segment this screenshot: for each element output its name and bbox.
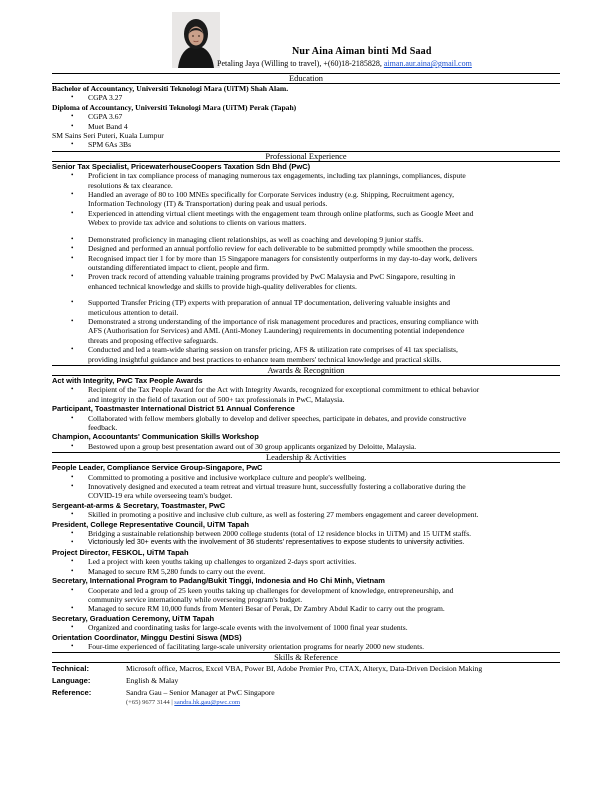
experience-bullet: • Demonstrated a strong understanding of the importance of risk management procedures and practices, ensuring compliance with AFS (Authorisation for Services) and AML (Anti-Money Laundering) requirements in documenting potential independence threats and proposing effective safeguards. — [52, 317, 560, 345]
experience-bullet: • Proficient in tax compliance process of managing numerous tax engagements, including tax plannings, compliances, dispute resolutions & tax clearance. — [52, 171, 560, 190]
experience-bullets-c — [52, 298, 560, 364]
award-bullet: • Collaborated with fellow members globally to develop and deliver speeches, participate in debates, and provide constructive feedback. — [52, 414, 560, 433]
profile-photo-image — [172, 12, 220, 68]
leadership-bullet: • Managed to secure RM 5,280 funds to carry out the event. — [52, 567, 560, 576]
email-link[interactable]: aiman.aur.aina@gmail.com — [383, 59, 472, 68]
leadership-bullet: • Bridging a sustainable relationship between 2000 college students (total of 12 residence blocks in UiTM) and 15 UiTM staffs. — [52, 529, 560, 538]
leadership-bullet: • Organized and coordinating tasks for large-scale events with the involvement of 1000 final year students. — [52, 623, 560, 632]
leadership-bullet: • Innovatively designed and executed a team retreat and virtual treasure hunt, successfully fostering a collaborative during the COVID-19 era while overseeing team's budget. — [52, 482, 560, 501]
experience-section — [52, 162, 560, 364]
reference-row: Reference: Sandra Gau – Senior Manager at PwC Singapore — [52, 688, 275, 698]
leadership-heading-item: Sergeant-at-arms & Secretary, Toastmaster, PwC — [52, 500, 226, 510]
leadership-heading-item: Project Director, FESKOL, UiTM Tapah — [52, 547, 189, 557]
experience-bullet: • Supported Transfer Pricing (TP) experts with preparation of annual TP documentation, delivering valuable insights and meticulous attention to detail. — [52, 298, 560, 317]
leadership-bullet: • Committed to promoting a positive and inclusive workplace culture and people's wellbeing. — [52, 473, 560, 482]
education-item-3: SM Sains Seri Puteri, Kuala Lumpur — [52, 131, 164, 141]
experience-bullet: • Demonstrated proficiency in managing client relationships, as well as coaching and developing 9 junior staffs. — [52, 235, 560, 244]
education-detail: • CGPA 3.27 — [52, 93, 560, 102]
leadership-heading-item: President, College Representative Council, UiTM Tapah — [52, 519, 249, 529]
leadership-heading-item: People Leader, Compliance Service Group-Singapore, PwC — [52, 463, 263, 473]
leadership-bullet: • Cooperate and led a group of 25 keen youths taking up challenges for development of knowledge, entrepreneurship, and community service internationally while overseeing program's budget. — [52, 586, 560, 605]
award-bullet: • Recipient of the Tax People Award for the Act with Integrity Awards, recognized for exceptional commitment to ethical behavior and integrity in the field of taxation out of 500+ tax professionals in PwC, Malaysia. — [52, 385, 560, 404]
leadership-section — [52, 463, 560, 651]
leadership-heading-item: Secretary, Graduation Ceremony, UiTM Tapah — [52, 613, 215, 623]
experience-bullet: • Designed and performed an annual portfolio review for each deliverable to be submitted promptly while smoothen the process. — [52, 244, 560, 253]
award-heading: Participant, Toastmaster International District 51 Annual Conference — [52, 404, 295, 414]
candidate-name: Nur Aina Aiman binti Md Saad — [292, 46, 432, 57]
skills-heading: Skills & Reference — [52, 652, 560, 663]
leadership-heading-item: Secretary, International Program to Padang/Bukit Tinggi, Indonesia and Ho Chi Minh, Vietnam — [52, 576, 385, 586]
experience-bullet: • Conducted and led a team-wide sharing session on transfer pricing, AFS & utilization rate comprises of 41 tax specialists, providing insightful guidance and best practices to enhance team members' technical knowledge and practical skills. — [52, 345, 560, 364]
education-heading: Education — [52, 73, 560, 84]
experience-heading: Professional Experience — [52, 151, 560, 162]
leadership-bullet: • Led a project with keen youths taking up challenges to organized 2-days sport activities. — [52, 557, 560, 566]
experience-role: Senior Tax Specialist, PricewaterhouseCoopers Taxation Sdn Bhd (PwC) — [52, 161, 311, 171]
location-phone: Petaling Jaya (Willing to travel), +(60)18-2185828, — [217, 59, 384, 68]
education-detail: • SPM 6As 3Bs — [52, 140, 560, 149]
skills-section — [52, 663, 560, 707]
experience-bullets-a — [52, 171, 560, 227]
education-detail: • CGPA 3.67 — [52, 112, 560, 121]
leadership-heading: Leadership & Activities — [52, 452, 560, 463]
leadership-bullet: • Victoriously led 30+ events with the involvement of 36 students' representatives to expose students to university activities. — [52, 538, 560, 547]
language-row: Language: English & Malay — [52, 676, 179, 686]
award-heading: Act with Integrity, PwC Tax People Awards — [52, 375, 203, 385]
education-item-1: Bachelor of Accountancy, Universiti Teknologi Mara (UiTM) Shah Alam. — [52, 84, 289, 93]
leadership-bullet: • Skilled in promoting a positive and inclusive club culture, as well as fostering 27 members engagement and career development. — [52, 510, 560, 519]
experience-bullet: • Handled an average of 80 to 100 MNEs specifically for Corporate Services industry (e.g. Shipping, Recruitment agency, Information Technology (IT) & Transportation) during peak and usual periods. — [52, 190, 560, 209]
awards-section — [52, 376, 560, 451]
resume-body — [52, 72, 560, 707]
technical-row: Technical: Microsoft office, Macros, Excel VBA, Power BI, Adobe Premier Pro, CTAX, Alteryx, Data-Driven Decision Making — [52, 664, 483, 674]
education-item-2: Diploma of Accountancy, Universiti Teknologi Mara (UiTM) Perak (Tapah) — [52, 102, 297, 112]
experience-bullet: • Experienced in attending virtual client meetings with the engagement team through online platforms, such as Google Meet and Webex to provide tax advice and solutions to clients on various matters. — [52, 209, 560, 228]
experience-bullet: • Proven track record of attending valuable training programs provided by PwC Malaysia and PwC Singapore, resulting in enhanced technical knowledge and skills to provide high-quality deliverables for clients. — [52, 272, 560, 291]
experience-bullet: • Recognised impact tier 1 for by more than 15 Singapore managers for consistently outperforms in my day-to-day work, delivers outstanding differentiated impact to client, people and firm. — [52, 254, 560, 273]
education-detail: • Muet Band 4 — [52, 122, 560, 131]
profile-photo — [172, 12, 220, 68]
experience-bullets-b — [52, 235, 560, 291]
leadership-bullet: • Managed to secure RM 10,000 funds from Menteri Besar of Perak, Dr Zambry Abdul Kadir to carry out the program. — [52, 604, 560, 613]
awards-heading: Awards & Recognition — [52, 365, 560, 376]
award-bullet: • Bestowed upon a group best presentation award out of 30 group applicants organized by Deloitte, Malaysia. — [52, 442, 560, 451]
education-section — [52, 84, 560, 150]
reference-email-link[interactable]: sandra.hk.gau@pwc.com — [174, 699, 241, 707]
leadership-heading-item: Orientation Coordinator, Minggu Destini Siswa (MDS) — [52, 632, 242, 642]
leadership-bullet: • Four-time experienced of facilitating large-scale university orientation programs for nearly 2000 new students. — [52, 642, 560, 651]
contact-line — [217, 59, 472, 68]
reference-contact: (+65) 9677 3144 | sandra.hk.gau@pwc.com — [126, 699, 241, 707]
award-heading: Champion, Accountants' Communication Skills Workshop — [52, 432, 259, 442]
